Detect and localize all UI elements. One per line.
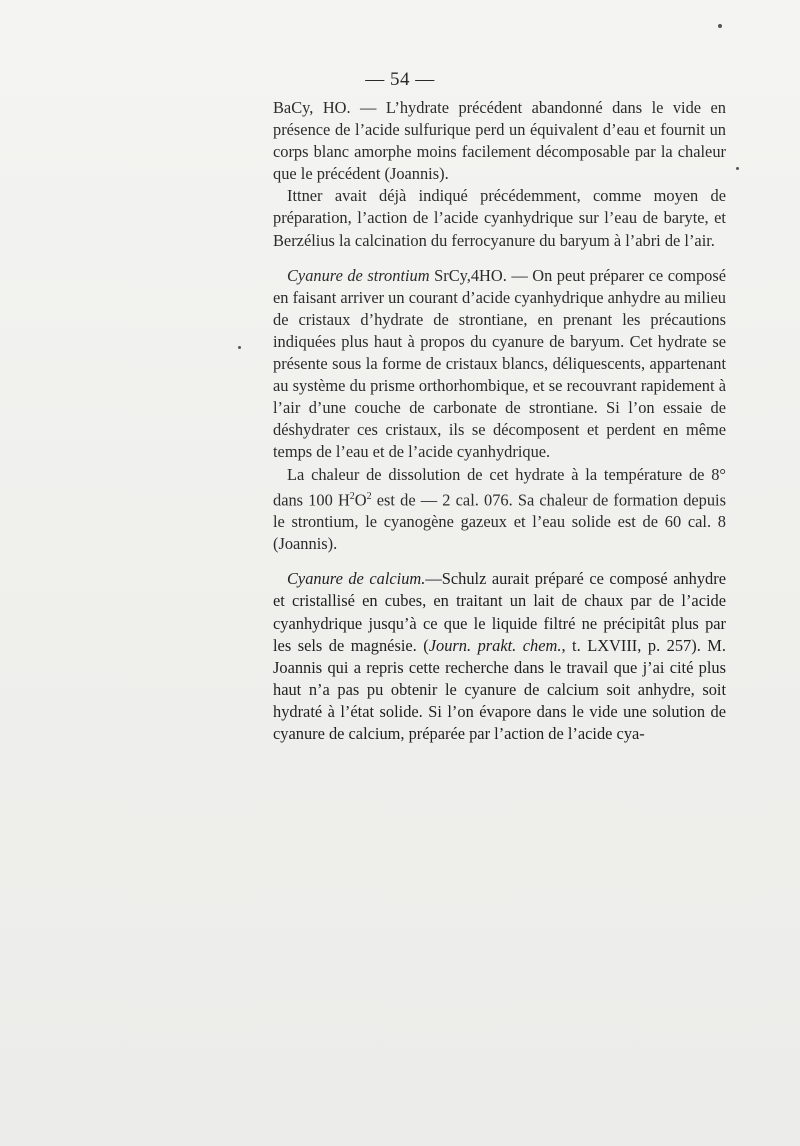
- section-title-strontium: Cyanure de strontium: [287, 265, 430, 285]
- paragraph-bacy-hydrate: BaCy, HO. — L’hydrate précédent abandonné dans le vide en présence de l’acide sulfurique perd un équivalent d’eau et fournit un corps blanc amorphe moins facilement décomposable par la chaleur que le précédent (Joannis).: [273, 98, 726, 184]
- dissolution-text-end: est de — 2 cal. 076. Sa chaleur de formation depuis le strontium, le cyanogène gazeux et l’eau solide est de 60 cal. 8 (Joannis).: [273, 490, 726, 554]
- calcium-text-1: —Schulz aurait préparé ce composé anhydre et cristallisé en cubes, en traitant un lait de chaux par de l’acide cyanhydrique jusqu’à ce que le liquide filtré ne précipitât plus par les sels de magnésie. (: [273, 569, 726, 655]
- section-title-calcium: Cyanure de calcium.: [287, 569, 426, 589]
- formula-strontium: SrCy,4HO.: [434, 265, 507, 285]
- oxygen-symbol: O: [354, 490, 367, 510]
- body-text: [273, 97, 726, 745]
- scan-speck-top-right: [718, 24, 722, 28]
- calcium-text-2: , t. LXVIII, p. 257). M. Joannis qui a repris cette recherche dans le travail que j’ai cité plus haut n’a pas pu obtenir le cyanure de calcium soit anhydre, soit hydraté à l’état solide. Si l’on évapore dans le vide une solution de cyanure de calcium, préparée par l’action de l’acide cya-: [273, 635, 726, 743]
- paragraph-ittner: Ittner avait déjà indiqué précédemment, comme moyen de préparation, l’action de l’acide cyanhydrique sur l’eau de baryte, et Berzélius la calcination du ferrocyanure du baryum à l’abri de l’air.: [273, 186, 726, 250]
- strontium-text: — On peut préparer ce composé en faisant arriver un courant d’acide cyanhydrique anhydre au milieu de cristaux d’hydrate de strontiane, en prenant les précautions indiquées plus haut à propos du cyanure de baryum. Cet hydrate se présente sous la forme de cristaux blancs, déliquescents, appartenant au système du prisme orthorhombique, et se recouvrant rapidement à l’air d’une couche de carbonate de strontiane. Si l’on essaie de déshydrater ces cristaux, ils se décomposent et perdent en même temps de l’eau et de l’acide cyanhydrique.: [273, 265, 726, 462]
- scan-speck-right: [736, 167, 739, 170]
- dissolution-text-start: La chaleur de dissolution de cet hydrate à la température de 8° dans 100 H: [273, 464, 726, 510]
- paragraph-cyanure-calcium: [273, 568, 726, 745]
- superscript-2a: 2: [349, 490, 355, 502]
- paragraph-cyanure-strontium: [273, 265, 726, 464]
- scan-speck-left: [238, 346, 241, 349]
- superscript-2b: 2: [366, 490, 372, 502]
- journal-reference: Journ. prakt. chem.: [428, 635, 562, 655]
- page-number: — 54 —: [365, 69, 435, 90]
- paragraph-chaleur-dissolution: [273, 464, 726, 556]
